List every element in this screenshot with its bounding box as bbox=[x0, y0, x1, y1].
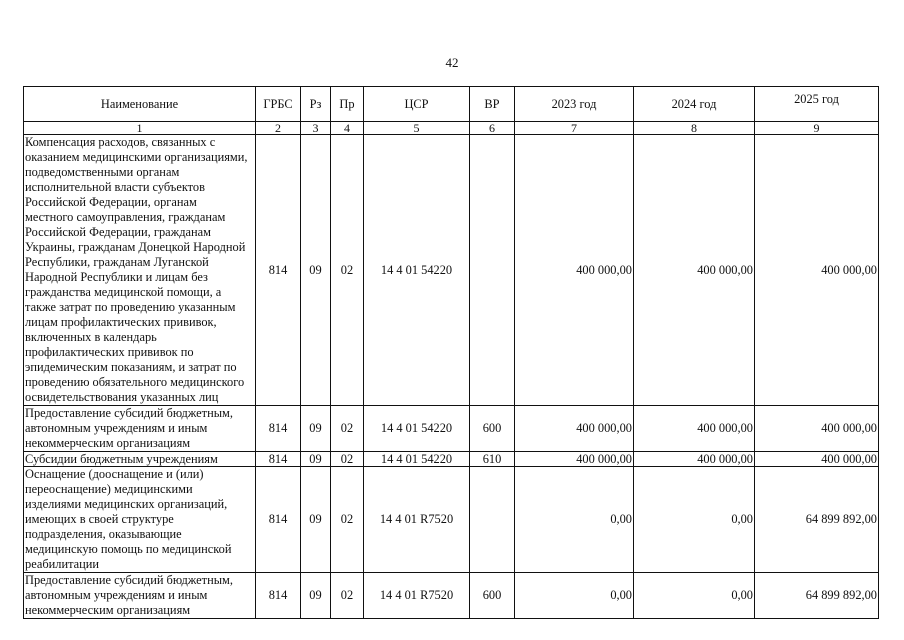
column-number: 5 bbox=[364, 122, 470, 135]
table-row bbox=[24, 573, 879, 619]
row-csr: 14 4 01 R7520 bbox=[364, 467, 470, 573]
table-row bbox=[24, 406, 879, 452]
row-csr: 14 4 01 54220 bbox=[364, 406, 470, 452]
row-rz: 09 bbox=[301, 406, 331, 452]
header-2025: 2025 год bbox=[755, 87, 879, 122]
row-vr: 610 bbox=[470, 452, 515, 467]
row-amount-2023: 400 000,00 bbox=[515, 135, 634, 406]
row-pr: 02 bbox=[331, 406, 364, 452]
row-vr: 600 bbox=[470, 406, 515, 452]
row-vr bbox=[470, 135, 515, 406]
page-number: 42 bbox=[445, 55, 459, 70]
row-pr: 02 bbox=[331, 467, 364, 573]
row-csr: 14 4 01 54220 bbox=[364, 452, 470, 467]
column-number-row bbox=[24, 122, 879, 135]
column-number: 7 bbox=[515, 122, 634, 135]
row-amount-2024: 0,00 bbox=[634, 573, 755, 619]
budget-table bbox=[23, 86, 879, 619]
header-name: Наименование bbox=[24, 87, 256, 122]
column-number: 4 bbox=[331, 122, 364, 135]
row-amount-2023: 0,00 bbox=[515, 467, 634, 573]
row-rz: 09 bbox=[301, 467, 331, 573]
row-amount-2024: 400 000,00 bbox=[634, 135, 755, 406]
row-pr: 02 bbox=[331, 135, 364, 406]
table-header-row bbox=[24, 87, 879, 122]
row-amount-2023: 400 000,00 bbox=[515, 406, 634, 452]
row-rz: 09 bbox=[301, 573, 331, 619]
row-grbs: 814 bbox=[256, 452, 301, 467]
row-pr: 02 bbox=[331, 573, 364, 619]
table-row bbox=[24, 467, 879, 573]
row-grbs: 814 bbox=[256, 135, 301, 406]
row-name: Предоставление субсидий бюджетным, автономным учреждениям и иным некоммерческим организациям bbox=[24, 573, 256, 619]
row-amount-2025: 64 899 892,00 bbox=[755, 467, 879, 573]
row-amount-2025: 400 000,00 bbox=[755, 135, 879, 406]
row-amount-2025: 400 000,00 bbox=[755, 452, 879, 467]
row-rz: 09 bbox=[301, 452, 331, 467]
row-grbs: 814 bbox=[256, 406, 301, 452]
row-amount-2024: 400 000,00 bbox=[634, 452, 755, 467]
header-csr: ЦСР bbox=[364, 87, 470, 122]
header-rz: Рз bbox=[301, 87, 331, 122]
column-number: 2 bbox=[256, 122, 301, 135]
header-grbs: ГРБС bbox=[256, 87, 301, 122]
row-amount-2024: 400 000,00 bbox=[634, 406, 755, 452]
row-grbs: 814 bbox=[256, 467, 301, 573]
row-rz: 09 bbox=[301, 135, 331, 406]
row-csr: 14 4 01 R7520 bbox=[364, 573, 470, 619]
column-number: 9 bbox=[755, 122, 879, 135]
table-row bbox=[24, 135, 879, 406]
column-number: 1 bbox=[24, 122, 256, 135]
row-pr: 02 bbox=[331, 452, 364, 467]
header-pr: Пр bbox=[331, 87, 364, 122]
row-amount-2025: 64 899 892,00 bbox=[755, 573, 879, 619]
row-amount-2024: 0,00 bbox=[634, 467, 755, 573]
row-amount-2025: 400 000,00 bbox=[755, 406, 879, 452]
row-amount-2023: 0,00 bbox=[515, 573, 634, 619]
row-vr: 600 bbox=[470, 573, 515, 619]
table-row bbox=[24, 452, 879, 467]
header-vr: ВР bbox=[470, 87, 515, 122]
row-grbs: 814 bbox=[256, 573, 301, 619]
row-csr: 14 4 01 54220 bbox=[364, 135, 470, 406]
header-2023: 2023 год bbox=[515, 87, 634, 122]
row-name: Оснащение (дооснащение и (или) переоснащение) медицинскими изделиями медицинских организаций, имеющих в своей структуре подразделения, оказывающие медицинскую помощь по медицинской реабилитации bbox=[24, 467, 256, 573]
row-name: Субсидии бюджетным учреждениям bbox=[24, 452, 256, 467]
header-2024: 2024 год bbox=[634, 87, 755, 122]
row-amount-2023: 400 000,00 bbox=[515, 452, 634, 467]
column-number: 6 bbox=[470, 122, 515, 135]
column-number: 8 bbox=[634, 122, 755, 135]
row-vr bbox=[470, 467, 515, 573]
row-name: Компенсация расходов, связанных с оказанием медицинскими организациями, подведомственными органам исполнительной власти субъектов Российской Федерации, органам местного самоуправления, гражданам Российской Федерации, гражданам Украины, гражданам Донецкой Народной Республики, гражданам Луганской Народной Республики и лицам без гражданства медицинской помощи, а также затрат по проведению указанным лицам профилактических прививок, включенных в календарь профилактических прививок по эпидемическим показаниям, и затрат по проведению обязательного медицинского освидетельствования указанных лиц bbox=[24, 135, 256, 406]
row-name: Предоставление субсидий бюджетным, автономным учреждениям и иным некоммерческим организациям bbox=[24, 406, 256, 452]
column-number: 3 bbox=[301, 122, 331, 135]
